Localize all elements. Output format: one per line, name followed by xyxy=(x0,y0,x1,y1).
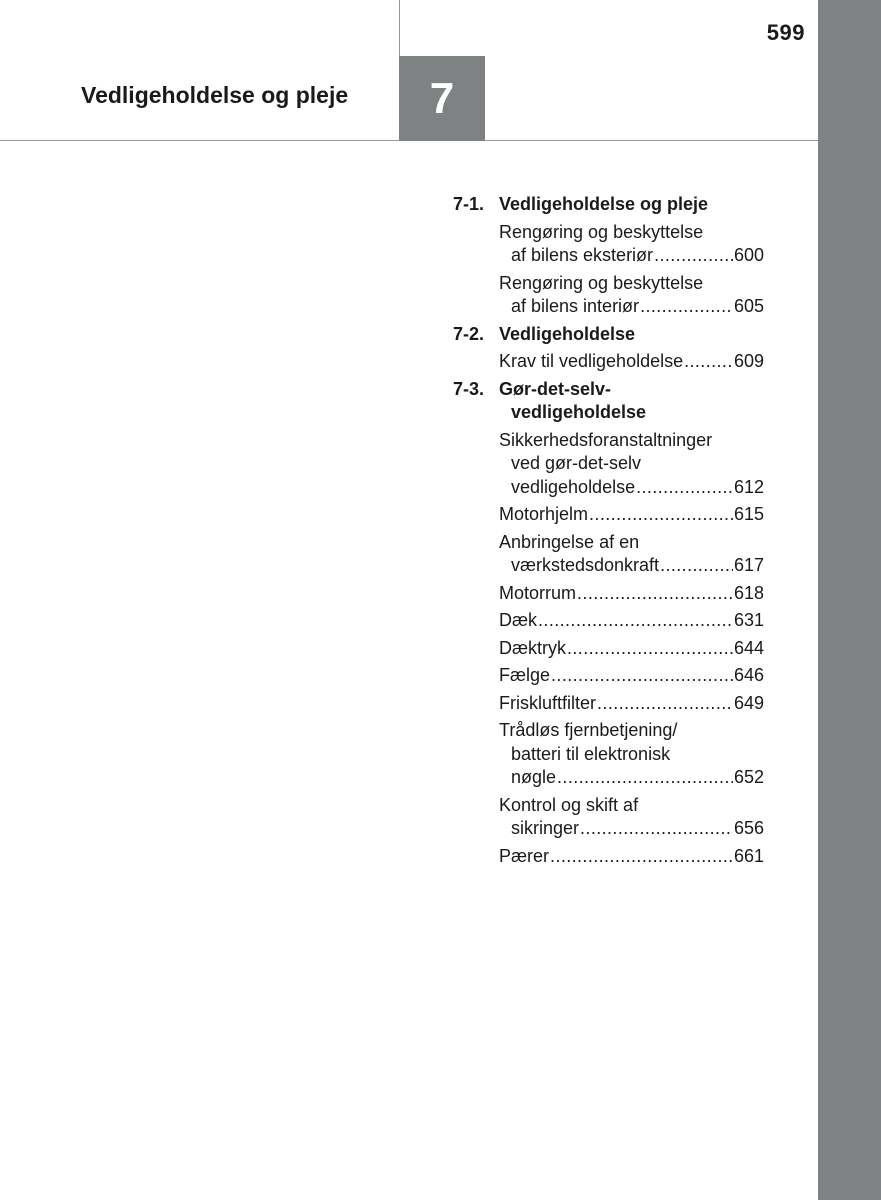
toc-page-number: 646 xyxy=(733,665,764,685)
toc-section xyxy=(453,193,764,319)
toc-entry-final-line xyxy=(499,554,764,578)
dot-leader xyxy=(557,766,733,790)
section-title-line: vedligeholdelse xyxy=(511,402,647,422)
toc-entry[interactable] xyxy=(499,845,764,869)
toc-entry-title: værkstedsdonkraft xyxy=(511,555,660,575)
toc-entry-line: Rengøring og beskyttelse xyxy=(499,272,704,293)
toc-entry-final-line xyxy=(499,476,764,500)
table-of-contents xyxy=(453,193,764,872)
dot-leader xyxy=(684,350,733,374)
toc-entry-title: Fælge xyxy=(499,665,551,685)
toc-entry-title: vedligeholdelse xyxy=(511,476,636,497)
section-title-line: Vedligeholdelse og pleje xyxy=(499,194,709,214)
section-heading[interactable] xyxy=(453,323,764,347)
toc-entry[interactable] xyxy=(499,582,764,606)
toc-entry-final-line xyxy=(499,609,764,633)
toc-entry-title: Motorhjelm xyxy=(499,504,589,524)
toc-page-number: 644 xyxy=(733,637,764,658)
toc-entry[interactable] xyxy=(499,637,764,661)
toc-entry[interactable] xyxy=(499,531,764,578)
toc-entry-title: sikringer xyxy=(511,818,580,838)
dot-leader xyxy=(589,503,733,527)
dot-leader xyxy=(538,609,733,633)
toc-entry-final-line xyxy=(499,637,764,661)
toc-entry-title: nøgle xyxy=(511,767,557,787)
toc-page-number: 617 xyxy=(733,555,764,575)
section-number: 7-2. xyxy=(453,323,485,344)
toc-page-number: 615 xyxy=(733,504,764,524)
toc-entry-final-line xyxy=(499,692,764,716)
toc-entry[interactable] xyxy=(499,609,764,633)
toc-entry-final-line xyxy=(499,845,764,869)
toc-page-number: 600 xyxy=(733,245,764,265)
chapter-number: 7 xyxy=(429,73,455,123)
dot-leader xyxy=(660,554,733,578)
toc-entry[interactable] xyxy=(499,719,764,790)
toc-entry[interactable] xyxy=(499,692,764,716)
toc-page-number: 605 xyxy=(733,296,764,316)
toc-entry-final-line xyxy=(499,766,764,790)
dot-leader xyxy=(551,664,733,688)
toc-page-number: 612 xyxy=(733,476,764,497)
toc-entry-line: batteri til elektronisk xyxy=(511,743,671,764)
dot-leader xyxy=(580,817,733,841)
toc-entry-title: Dæktryk xyxy=(499,637,566,658)
toc-entry-final-line xyxy=(499,244,764,268)
section-number: 7-1. xyxy=(453,194,485,214)
dot-leader xyxy=(636,476,733,500)
section-title xyxy=(499,323,764,347)
toc-entry-line: Anbringelse af en xyxy=(499,531,640,552)
chapter-side-tab xyxy=(818,0,881,1200)
toc-entry[interactable] xyxy=(499,664,764,688)
dot-leader xyxy=(567,637,733,661)
dot-leader xyxy=(550,845,733,869)
toc-entry-line: ved gør-det-selv xyxy=(511,453,642,473)
section-title-line: Gør-det-selv- xyxy=(499,378,612,399)
page-number: 599 xyxy=(766,20,805,45)
toc-entry-final-line xyxy=(499,350,764,374)
chapter-number-box xyxy=(399,56,485,141)
toc-page-number: 652 xyxy=(733,767,764,787)
chapter-title: Vedligeholdelse og pleje xyxy=(81,82,349,108)
toc-entry-final-line xyxy=(499,817,764,841)
dot-leader xyxy=(577,582,733,606)
toc-entry-line: Sikkerhedsforanstaltninger xyxy=(499,429,713,450)
section-title xyxy=(499,193,764,217)
toc-entry[interactable] xyxy=(499,350,764,374)
toc-page-number: 656 xyxy=(733,818,764,838)
toc-entry[interactable] xyxy=(499,794,764,841)
section-number: 7-3. xyxy=(453,378,485,399)
toc-entry-final-line xyxy=(499,582,764,606)
toc-entry-final-line xyxy=(499,503,764,527)
toc-entry-final-line xyxy=(499,664,764,688)
toc-entry-line: Kontrol og skift af xyxy=(499,794,639,815)
toc-page-number: 631 xyxy=(733,610,764,630)
toc-entry[interactable] xyxy=(499,221,764,268)
toc-entry-title: Pærer xyxy=(499,845,550,866)
toc-entry-title: Dæk xyxy=(499,610,538,630)
toc-entry-title: Motorrum xyxy=(499,582,577,603)
section-heading[interactable] xyxy=(453,378,764,425)
toc-entry[interactable] xyxy=(499,429,764,500)
dot-leader xyxy=(654,244,733,268)
toc-page-number: 618 xyxy=(733,582,764,603)
section-title xyxy=(499,378,764,425)
toc-entry-final-line xyxy=(499,295,764,319)
toc-section xyxy=(453,378,764,869)
header-divider-vertical xyxy=(399,0,400,56)
dot-leader xyxy=(640,295,733,319)
toc-entry-title: af bilens interiør xyxy=(511,296,640,316)
section-heading[interactable] xyxy=(453,193,764,217)
toc-page-number: 609 xyxy=(733,351,764,371)
toc-entry[interactable] xyxy=(499,272,764,319)
toc-page-number: 661 xyxy=(733,845,764,866)
section-title-line: Vedligeholdelse xyxy=(499,323,636,344)
toc-page-number: 649 xyxy=(733,692,764,713)
toc-entry-title: af bilens eksteriør xyxy=(511,245,654,265)
toc-entry-title: Krav til vedligeholdelse xyxy=(499,351,684,371)
toc-entry[interactable] xyxy=(499,503,764,527)
toc-entry-line: Rengøring og beskyttelse xyxy=(499,221,704,242)
dot-leader xyxy=(597,692,733,716)
toc-entry-title: Friskluftfilter xyxy=(499,692,597,713)
toc-entry-line: Trådløs fjernbetjening/ xyxy=(499,720,678,740)
toc-section xyxy=(453,323,764,374)
